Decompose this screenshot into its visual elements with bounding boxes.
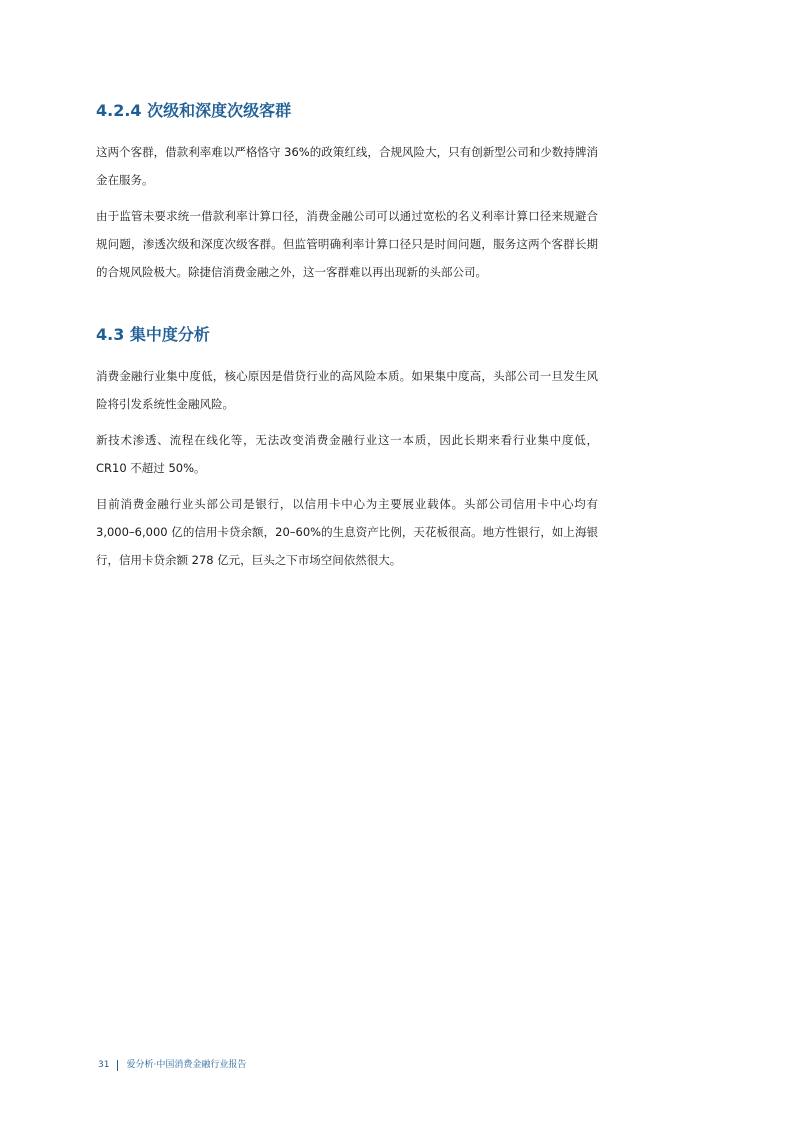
paragraph: 由于监管未要求统一借款利率计算口径，消费金融公司可以通过宽松的名义利率计算口径来规避合规问题，渗透次级和深度次级客群。但监管明确利率计算口径只是时间问题，服务这两个客群长期的合规风险极大。除捷信消费金融之外，这一客群难以再出现新的头部公司。 bbox=[96, 209, 598, 279]
section-heading: 4.3 集中度分析 bbox=[96, 325, 210, 344]
paragraph: 目前消费金融行业头部公司是银行，以信用卡中心为主要展业载体。头部公司信用卡中心均有3,000–6,000 亿的信用卡贷余额，20–60%的生息资产比例，天花板很高。地方性银行，如上海银行，信用卡贷余额 278 亿元，巨头之下市场空间依然很大。 bbox=[96, 497, 598, 567]
section-4-2-4 bbox=[96, 100, 598, 294]
report-title: 爱分析·中国消费金融行业报告 bbox=[126, 1060, 247, 1070]
section-heading: 4.2.4 次级和深度次级客群 bbox=[96, 101, 292, 120]
page-number: 31 bbox=[98, 1060, 110, 1070]
paragraph: 消费金融行业集中度低，核心原因是借贷行业的高风险本质。如果集中度高，头部公司一旦发生风险将引发系统性金融风险。 bbox=[96, 369, 598, 411]
paragraph: 新技术渗透、流程在线化等，无法改变消费金融行业这一本质，因此长期来看行业集中度低，CR10 不超过 50%。 bbox=[96, 433, 598, 475]
paragraph: 这两个客群，借款利率难以严格恪守 36%的政策红线，合规风险大，只有创新型公司和少数持牌消金在服务。 bbox=[96, 145, 598, 187]
page-footer bbox=[98, 1058, 246, 1072]
section-4-3 bbox=[96, 324, 598, 582]
footer-divider bbox=[117, 1060, 118, 1071]
